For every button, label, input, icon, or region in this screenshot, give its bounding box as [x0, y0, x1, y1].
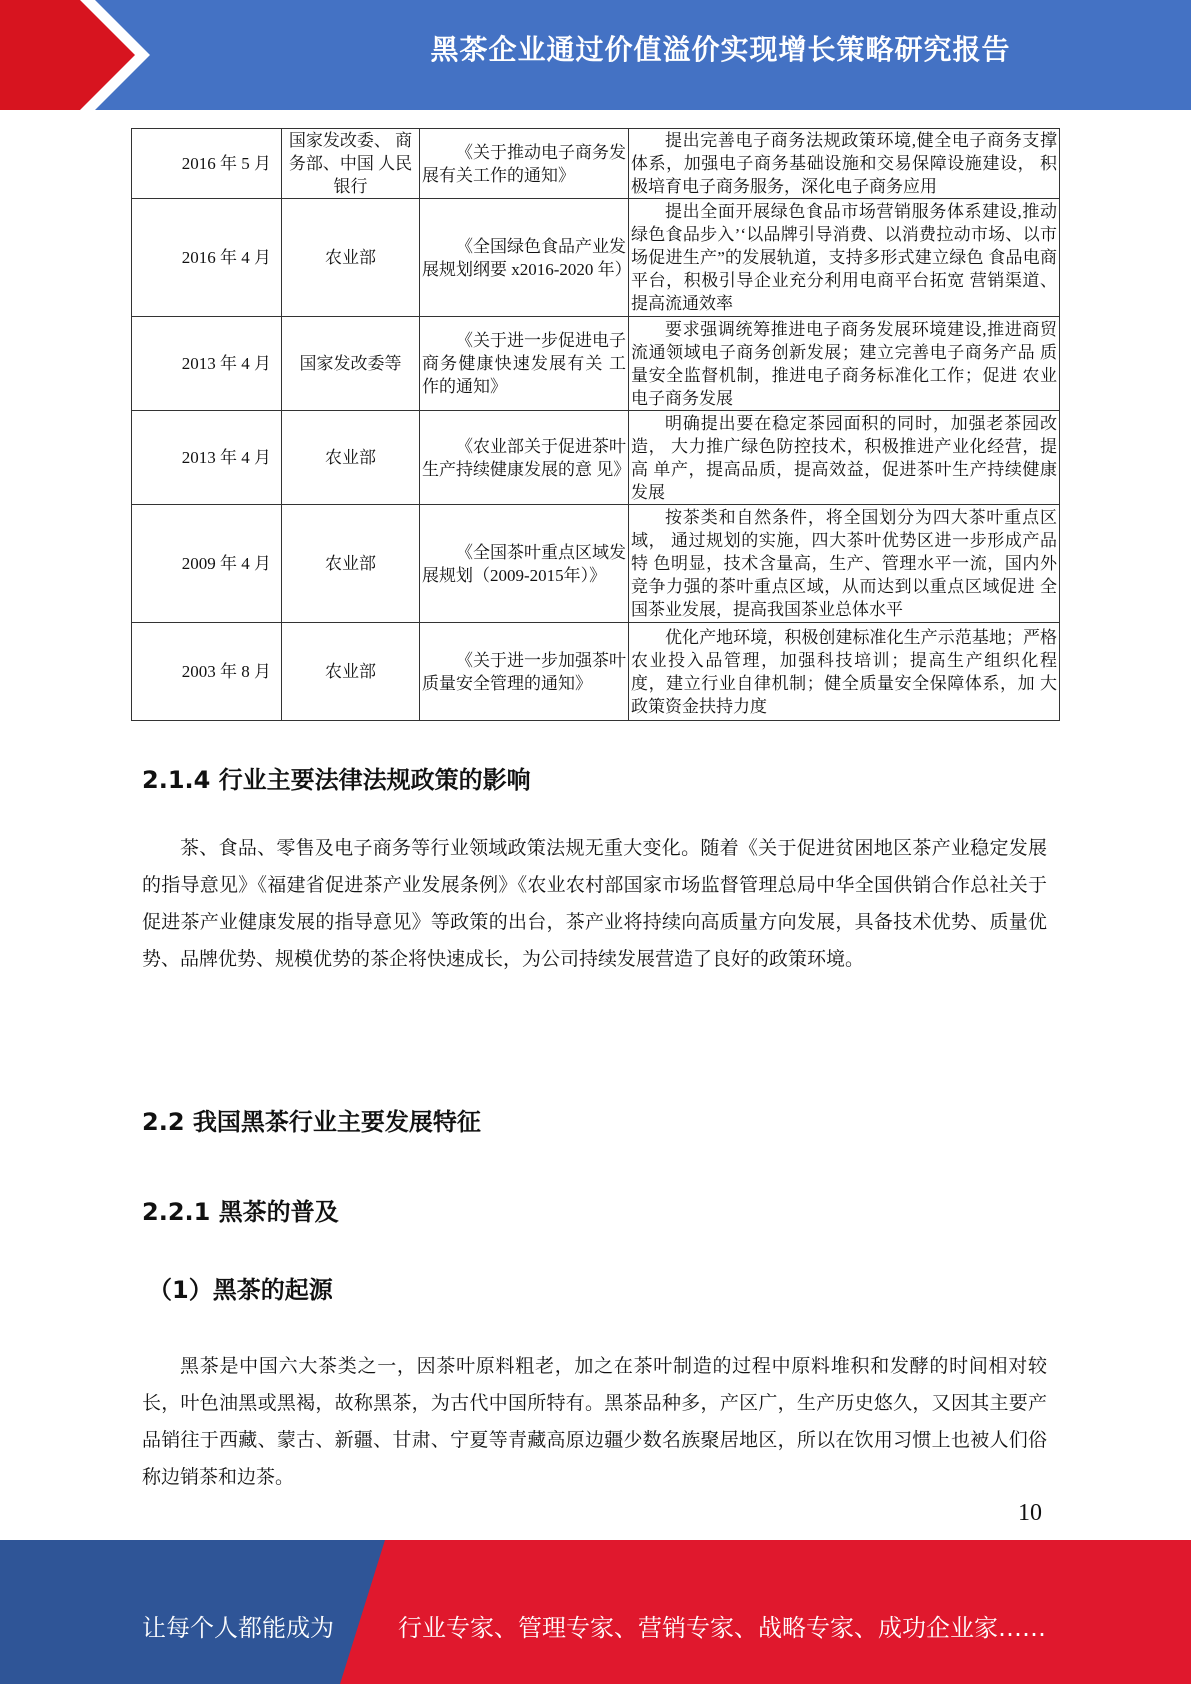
date-cell: 2016 年 5 月 [132, 129, 282, 199]
agency-cell: 国家发改委等 [282, 317, 420, 411]
policy-content-cell: 要求强调统筹推进电子商务发展环境建设,推进商贸流通领域电子商务创新发展；建立完善电子商务产品 质量安全监督机制，推进电子商务标准化工作；促进 农业电子商务发展 [629, 317, 1060, 411]
footer-slogan-right: 行业专家、管理专家、营销专家、战略专家、成功企业家…… [398, 1614, 1046, 1642]
page-footer [0, 1540, 1191, 1684]
table-row [132, 317, 1060, 411]
red-arrow-decoration [0, 0, 160, 110]
agency-cell: 农业部 [282, 505, 420, 623]
table-row [132, 623, 1060, 721]
paragraph: 茶、食品、零售及电子商务等行业领域政策法规无重大变化。随着《关于促进贫困地区茶产业稳定发展的指导意见》《福建省促进茶产业发展条例》《农业农村部国家市场监督管理总局中华全国供销合作总社关于促进茶产业健康发展的指导意见》等政策的出台，茶产业将持续向高质量方向发展，具备技术优势、质量优势、品牌优势、规模优势的茶企将快速成长，为公司持续发展营造了良好的政策环境。 [142, 838, 1047, 970]
page-number: 10 [1018, 1500, 1042, 1526]
section-heading: 2.2.1 黑茶的普及 [142, 1198, 339, 1226]
date-cell: 2016 年 4 月 [132, 199, 282, 317]
policy-title-cell: 《农业部关于促进茶叶 生产持续健康发展的意 见》 [420, 411, 629, 505]
policy-title-cell: 《全国茶叶重点区域发 展规划（2009-2015年）》 [420, 505, 629, 623]
table-row [132, 505, 1060, 623]
policy-content-cell: 提出完善电子商务法规政策环境,健全电子商务支撑体系，加强电子商务基础设施和交易保障设施建设， 积极培育电子商务服务，深化电子商务应用 [629, 129, 1060, 199]
agency-cell: 农业部 [282, 623, 420, 721]
policy-content-cell: 按茶类和自然条件，将全国划分为四大茶叶重点区域， 通过规划的实施，四大茶叶优势区进一步形成产品特 色明显，技术含量高，生产、管理水平一流，国内外竞争力强的茶叶重点区域，从而达到以重点区域促进 全国茶业发展，提高我国茶业总体水平 [629, 505, 1060, 623]
section-heading: 2.2 我国黑茶行业主要发展特征 [142, 1108, 481, 1136]
policy-content-cell: 优化产地环境，积极创建标准化生产示范基地；严格农业投入品管理，加强科技培训；提高生产组织化程 度，建立行业自律机制；健全质量安全保障体系，加 大政策资金扶持力度 [629, 623, 1060, 721]
agency-cell: 国家发改委、 商务部、中国 人民银行 [282, 129, 420, 199]
paragraph: 黑茶是中国六大茶类之一，因茶叶原料粗老，加之在茶叶制造的过程中原料堆积和发酵的时间相对较长，叶色油黑或黑褐，故称黑茶，为古代中国所特有。黑茶品种多，产区广，生产历史悠久，又因其主要产品销往于西藏、蒙古、新疆、甘肃、宁夏等青藏高原边疆少数名族聚居地区，所以在饮用习惯上也被人们俗称边销茶和边茶。 [142, 1356, 1047, 1488]
report-title: 黑茶企业通过价值溢价实现增长策略研究报告 [430, 33, 1011, 66]
agency-cell: 农业部 [282, 199, 420, 317]
policy-content-cell: 提出全面开展绿色食品市场营销服务体系建设,推动绿色食品步入’‘以品牌引导消费、以消费拉动市场、以市场促进生产”的发展轨道，支持多形式建立绿色 食品电商平台，积极引导企业充分利用电商平台拓宽 营销渠道、提高流通效率 [629, 199, 1060, 317]
date-cell: 2013 年 4 月 [132, 317, 282, 411]
policy-content-cell: 明确提出要在稳定茶园面积的同时，加强老茶园改造， 大力推广绿色防控技术，积极推进产业化经营，提高 单产，提高品质，提高效益，促进茶叶生产持续健康发展 [629, 411, 1060, 505]
subsection-heading: （1）黑茶的起源 [148, 1276, 333, 1304]
policy-title-cell: 《全国绿色食品产业发 展规划纲要 x2016-2020 年） [420, 199, 629, 317]
policy-title-cell: 《关于推动电子商务发 展有关工作的通知》 [420, 129, 629, 199]
table-row [132, 411, 1060, 505]
section-heading: 2.1.4 行业主要法律法规政策的影响 [142, 766, 531, 794]
agency-cell: 农业部 [282, 411, 420, 505]
policy-title-cell: 《关于进一步促进电子 商务健康快速发展有关 工作的通知》 [420, 317, 629, 411]
page-header [0, 0, 1191, 110]
date-cell: 2013 年 4 月 [132, 411, 282, 505]
date-cell: 2009 年 4 月 [132, 505, 282, 623]
table-row [132, 129, 1060, 199]
policy-table [131, 128, 1060, 721]
table-row [132, 199, 1060, 317]
date-cell: 2003 年 8 月 [132, 623, 282, 721]
policy-title-cell: 《关于进一步加强茶叶 质量安全管理的通知》 [420, 623, 629, 721]
footer-slogan-left: 让每个人都能成为 [142, 1614, 334, 1642]
